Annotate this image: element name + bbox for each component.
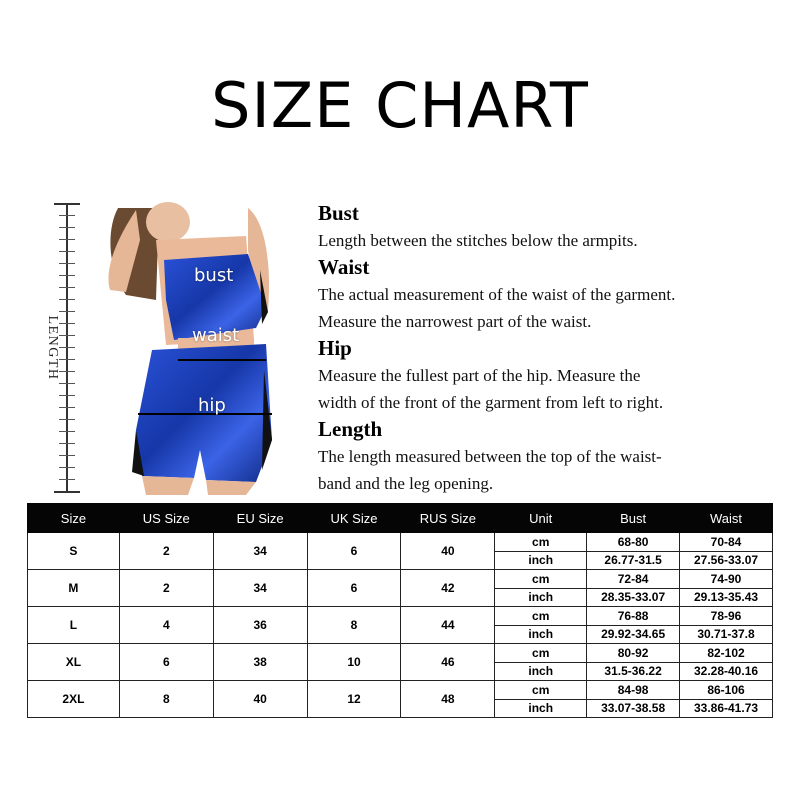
waist-cell: 70-84 [680,533,773,552]
us-size-cell: 2 [119,533,213,570]
page-title: SIZE CHART [211,69,589,142]
waist-text-line: Measure the narrowest part of the waist. [318,312,592,331]
unit-cell: cm [495,644,587,663]
bust-text-line: Length between the stitches below the armpits. [318,231,638,250]
model-figure [96,200,296,495]
us-size-cell: 8 [119,681,213,718]
header-unit: Unit [495,504,587,533]
eu-size-cell: 34 [213,533,307,570]
eu-size-cell: 36 [213,607,307,644]
hip-heading: Hip [318,336,352,360]
waist-cell: 32.28-40.16 [680,662,773,681]
unit-cell: cm [495,681,587,700]
ruler-tick [59,467,75,468]
bust-heading: Bust [318,201,359,225]
unit-cell: inch [495,699,587,718]
bust-cell: 28.35-33.07 [587,588,680,607]
bust-cell: 84-98 [587,681,680,700]
waist-cell: 74-90 [680,570,773,589]
ruler-tick [59,479,75,480]
waist-cell: 82-102 [680,644,773,663]
rus-size-cell: 46 [401,644,495,681]
table-row [28,533,773,552]
hip-text-line: Measure the fullest part of the hip. Measure the [318,366,641,385]
size-table [27,503,773,718]
uk-size-cell: 6 [307,533,401,570]
eu-size-cell: 40 [213,681,307,718]
hip-tag: hip [198,395,226,416]
header-bust: Bust [587,504,680,533]
bust-cell: 72-84 [587,570,680,589]
uk-size-cell: 6 [307,570,401,607]
measurement-descriptions [318,200,788,497]
ruler-tick [59,263,75,264]
bust-cell: 31.5-36.22 [587,662,680,681]
table-header-row [28,504,773,533]
ruler-tick [59,275,75,276]
unit-cell: inch [495,625,587,644]
uk-size-cell: 10 [307,644,401,681]
ruler-tick [59,371,75,372]
waist-cell: 30.71-37.8 [680,625,773,644]
ruler-tick [59,359,75,360]
us-size-cell: 4 [119,607,213,644]
bust-section [318,200,788,254]
length-section [318,416,788,497]
model-illustration [96,200,296,495]
rus-size-cell: 44 [401,607,495,644]
rus-size-cell: 42 [401,570,495,607]
ruler-tick [59,251,75,252]
table-row [28,607,773,626]
waist-cell: 29.13-35.43 [680,588,773,607]
header-size: Size [28,504,120,533]
ruler-tick [59,311,75,312]
ruler-tick [59,419,75,420]
header-waist: Waist [680,504,773,533]
header-us-size: US Size [119,504,213,533]
uk-size-cell: 8 [307,607,401,644]
ruler-tick [59,227,75,228]
unit-cell: cm [495,533,587,552]
eu-size-cell: 38 [213,644,307,681]
length-text-line: The length measured between the top of the waist- [318,447,662,466]
rus-size-cell: 48 [401,681,495,718]
waist-cell: 86-106 [680,681,773,700]
length-label: LENGTH [45,315,60,381]
length-heading: Length [318,417,383,441]
table-row [28,644,773,663]
ruler-tick [59,287,75,288]
us-size-cell: 2 [119,570,213,607]
size-cell: L [28,607,120,644]
hip-text-line: width of the front of the garment from left to right. [318,393,664,412]
bust-cell: 80-92 [587,644,680,663]
bust-cell: 26.77-31.5 [587,551,680,570]
table-row [28,570,773,589]
unit-cell: inch [495,588,587,607]
unit-cell: cm [495,570,587,589]
table-row [28,681,773,700]
ruler-tick [59,335,75,336]
ruler-tick [59,215,75,216]
size-cell: S [28,533,120,570]
waist-cell: 78-96 [680,607,773,626]
waist-heading: Waist [318,255,370,279]
ruler-tick [59,395,75,396]
unit-cell: inch [495,551,587,570]
size-cell: 2XL [28,681,120,718]
header-rus-size: RUS Size [401,504,495,533]
ruler-tick [59,383,75,384]
bust-cell: 33.07-38.58 [587,699,680,718]
size-cell: M [28,570,120,607]
rus-size-cell: 40 [401,533,495,570]
us-size-cell: 6 [119,644,213,681]
waist-text-line: The actual measurement of the waist of the garment. [318,285,676,304]
size-cell: XL [28,644,120,681]
ruler-tick [59,299,75,300]
hip-section [318,335,788,416]
uk-size-cell: 12 [307,681,401,718]
header-uk-size: UK Size [307,504,401,533]
length-text-line: band and the leg opening. [318,474,494,493]
bust-cell: 29.92-34.65 [587,625,680,644]
waist-section [318,254,788,335]
header-eu-size: EU Size [213,504,307,533]
waist-tag: waist [192,325,240,346]
eu-size-cell: 34 [213,570,307,607]
waist-cell: 27.56-33.07 [680,551,773,570]
ruler-tick [59,443,75,444]
unit-cell: inch [495,662,587,681]
ruler-tick [59,431,75,432]
bust-cell: 68-80 [587,533,680,552]
unit-cell: cm [495,607,587,626]
ruler-tick [59,347,75,348]
ruler-tick [59,455,75,456]
ruler-tick [59,239,75,240]
bust-cell: 76-88 [587,607,680,626]
bust-tag: bust [194,265,234,286]
ruler-tick [59,323,75,324]
waist-cell: 33.86-41.73 [680,699,773,718]
ruler-tick [59,407,75,408]
